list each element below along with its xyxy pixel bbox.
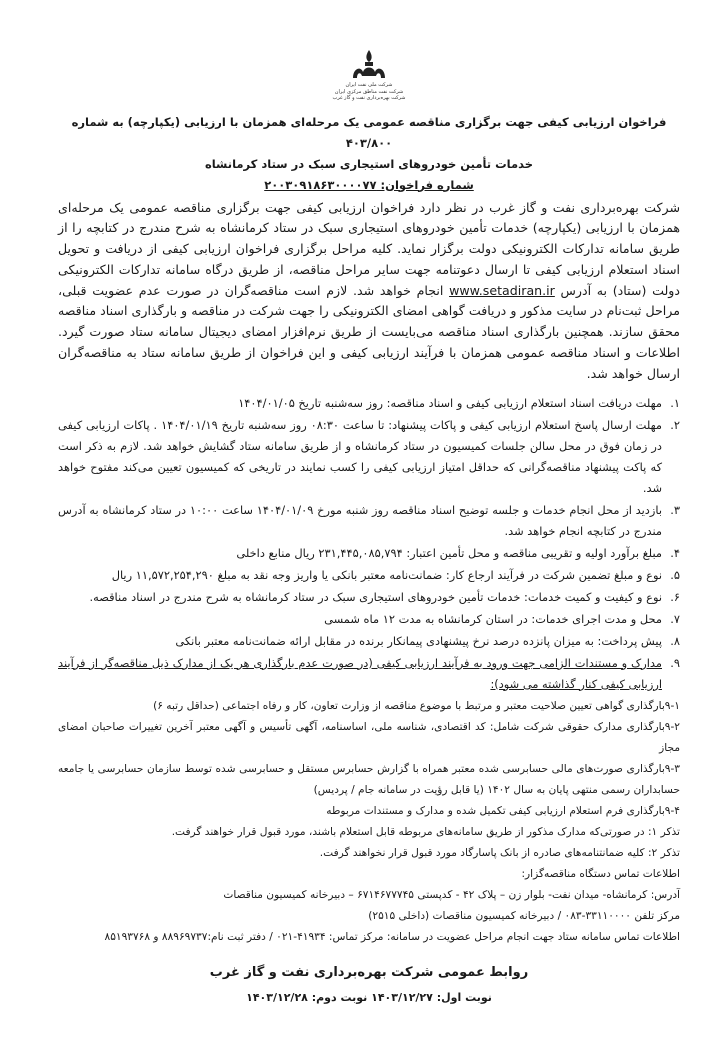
item-text: مهلت ارسال پاسخ استعلام ارزیابی کیفی و پاکات پیشنهاد: تا ساعت ۰۸:۳۰ روز سه‌شنبه تاریخ ۱۴۰۴/۰۱/۱۹ . پاکات ارزیابی کیفی در زمان فوق در محل سالن جلسات کمیسیون در ستاد کرمانشاه و از طریق سامانه ستاد گشایش خواهد شد. لازم به ذکر است که پاکت پیشنهاد مناقصه‌گرانی که حداقل امتیاز ارزیابی کیفی را کسب نمایند در تاریخی که کمیسیون تعیین می‌کند مفتوح خواهد شد. (58, 417, 662, 495)
contact-address: آدرس: کرمانشاه- میدان نفت- بلوار زن – پلاک ۴۲ - کدپستی ۶۷۱۴۶۷۷۷۴۵ – دبیرخانه کمیسیون مناقصات (223, 888, 680, 901)
item-text: مبلغ برآورد اولیه و تقریبی مناقصه و محل تأمین اعتبار: ۲۳۱,۴۴۵,۰۸۵,۷۹۴ ریال منابع داخلی (236, 545, 662, 560)
company-logo (329, 48, 409, 102)
list-item (58, 631, 680, 652)
sub-item: ۹-۱بارگذاری گواهی تعیین صلاحیت معتبر و مرتبط با موضوع مناقصه از وزارت تعاون، کار و رفاه اجتماعی (حداقل رتبه ۶) (153, 699, 680, 712)
footer-dates: نوبت اول: ۱۴۰۳/۱۲/۲۷ نوبت دوم: ۱۴۰۳/۱۲/۲۸ (246, 990, 492, 1004)
logo-line: شرکت ملی نفت ایران (345, 82, 393, 88)
item-number: ۷. (670, 611, 680, 626)
intro-paragraph (58, 198, 680, 385)
sub-item: ۹-۴بارگذاری فرم استعلام ارزیابی کیفی تکمیل شده و مدارک و مستندات مربوطه (326, 804, 680, 817)
intro-text-2: انجام خواهد شد. لازم است مناقصه‌گران در صورت عدم عضویت قبلی، مراحل ثبت‌نام در سایت مذکور و دریافت گواهی امضای الکترونیکی را جهت شرکت در مناقصه و بارگذاری اسناد مناقصه محقق سازند. همچنین بارگذاری اسناد مناقصه می‌بایست از طریق نرم‌افزار امضای دیجیتال سامانه ستاد صورت گیرد. اطلاعات و اسناد مناقصه عمومی همزمان با فرآیند ارزیابی کیفی و این فراخوان از طریق سامانه ستاد به مناقصه‌گران ارسال خواهد شد. (58, 282, 680, 381)
logo-line: شرکت نفت مناطق مرکزی ایران (334, 88, 404, 95)
item-text: بازدید از محل انجام خدمات و جلسه توضیح اسناد مناقصه روز شنبه مورخ ۱۴۰۴/۰۱/۰۹ ساعت ۱۰:۰۰ در ستاد کرمانشاه به آدرس مندرج در کتابچه انجام خواهد شد. (58, 502, 662, 538)
contact-heading: اطلاعات تماس دستگاه مناقصه‌گزار: (521, 867, 680, 880)
list-item (58, 565, 680, 586)
setadiran-link[interactable]: www.setadiran.ir (449, 282, 555, 298)
item-text: مدارک و مستندات الزامی جهت ورود به فرآیند ارزیابی کیفی (در صورت عدم بارگذاری هر یک از مدارک ذیل مناقصه‌گر از فرآیند ارزیابی کیفی کنار گذاشته می شود): (58, 655, 662, 691)
page-title: فراخوان ارزیابی کیفی جهت برگزاری مناقصه عمومی یک مرحله‌ای همزمان با ارزیابی (یکپارچه) به شماره ۴۰۳/۸۰۰ (71, 114, 667, 150)
item-text: نوع و کیفیت و کمیت خدمات: خدمات تأمین خودروهای استیجاری سبک در ستاد کرمانشاه به شرح مندرج در اسناد مناقصه. (89, 589, 662, 604)
item-number: ۱. (670, 395, 680, 410)
item-number: ۸. (670, 633, 680, 648)
contact-phone: مرکز تلفن ۳۳۱۱۰۰۰۰-۰۸۳ / دبیرخانه کمیسیون مناقصات (داخلی ۲۵۱۵) (368, 909, 680, 922)
item-text: محل و مدت اجرای خدمات: در استان کرمانشاه به مدت ۱۲ ماه شمسی (324, 611, 662, 626)
setad-contact: اطلاعات تماس سامانه ستاد جهت انجام مراحل عضویت در سامانه: مرکز تماس: ۴۱۹۳۴-۰۲۱ / دفتر ثبت نام:۸۸۹۶۹۷۳۷ و ۸۵۱۹۳۷۶۸ (104, 930, 680, 943)
item-text: مهلت دریافت اسناد استعلام ارزیابی کیفی و اسناد مناقصه: روز سه‌شنبه تاریخ ۱۴۰۴/۰۱/۰۵ (238, 395, 662, 410)
item-number: ۶. (670, 589, 680, 604)
sub-item: ۹-۲بارگذاری مدارک حقوقی شرکت شامل: کد اقتصادی، شناسه ملی، اساسنامه، آگهی تأسیس و آگهی معتبر آخرین تغییرات صاحبان امضای مجاز (58, 720, 680, 754)
list-item (58, 609, 680, 630)
list-item (58, 415, 680, 499)
call-number: شماره فراخوان: ۲۰۰۳۰۹۱۸۶۳۰۰۰۰۷۷ (264, 177, 474, 192)
item-number: ۴. (670, 545, 680, 560)
item-text: نوع و مبلغ تضمین شرکت در فرآیند ارجاع کار: ضمانت‌نامه معتبر بانکی یا واریز وجه نقد به مبلغ ۱۱,۵۷۲,۲۵۴,۲۹۰ ریال (111, 567, 662, 582)
item-number: ۳. (670, 502, 680, 517)
list-item (58, 393, 680, 414)
logo-line: شرکت بهره‌برداری نفت و گاز غرب (332, 95, 406, 101)
list-item (58, 543, 680, 564)
footer-org: روابط عمومی شرکت بهره‌برداری نفت و گاز غرب (209, 964, 529, 980)
list-item (58, 587, 680, 608)
item-number: ۵. (670, 567, 680, 582)
page-subtitle: خدمات تأمین خودروهای استیجاری سبک در ستاد کرمانشاه (204, 156, 534, 171)
item-number: ۲. (670, 417, 680, 432)
call-number-wrap (58, 175, 680, 196)
note: تذکر ۱: در صورتی‌که مدارک مذکور از طریق سامانه‌های مربوطه قابل استعلام باشند، مورد قبول قرار خواهند گرفت. (171, 825, 680, 838)
intro-text-1: شرکت بهره‌برداری نفت و گاز غرب در نظر دارد فراخوان ارزیابی کیفی جهت برگزاری مناقصه عمومی یک مرحله‌ای همزمان با ارزیابی (یکپارچه) خدمات تأمین خودروهای استیجاری سبک در ستاد کرمانشاه به شرح مندرج در کتابچه را از طریق سامانه تدارکات الکترونیکی دولت برگزار نماید. کلیه مراحل برگزاری فراخوان ارزیابی کیفی از دریافت و تحویل اسناد استعلام ارزیابی کیفی تا ارسال دعوتنامه جهت سایر مراحل مناقصه، از طریق درگاه سامانه تدارکات الکترونیکی دولت (ستاد) به آدرس (58, 199, 680, 298)
item-text: پیش پرداخت: به میزان پانزده درصد نرخ پیشنهادی پیمانکار برنده در مقابل ارائه ضمانت‌نامه معتبر بانکی (175, 633, 662, 648)
list-item (58, 500, 680, 542)
oil-flame-emblem-icon (349, 48, 389, 82)
note: تذکر ۲: کلیه ضمانتنامه‌های صادره از بانک پاسارگاد مورد قبول قرار نخواهند گرفت. (319, 846, 680, 859)
item-number: ۹. (670, 655, 680, 670)
list-item (58, 653, 680, 695)
sub-item: ۹-۳بارگذاری صورت‌های مالی حسابرسی شده معتبر همراه با گزارش حسابرس مستقل و حسابرسی شده توسط سازمان حسابرسی یا جامعه حسابداران رسمی منتهی پایان به سال ۱۴۰۲ (یا قابل رؤیت در سامانه جام / پردیس) (58, 762, 680, 796)
